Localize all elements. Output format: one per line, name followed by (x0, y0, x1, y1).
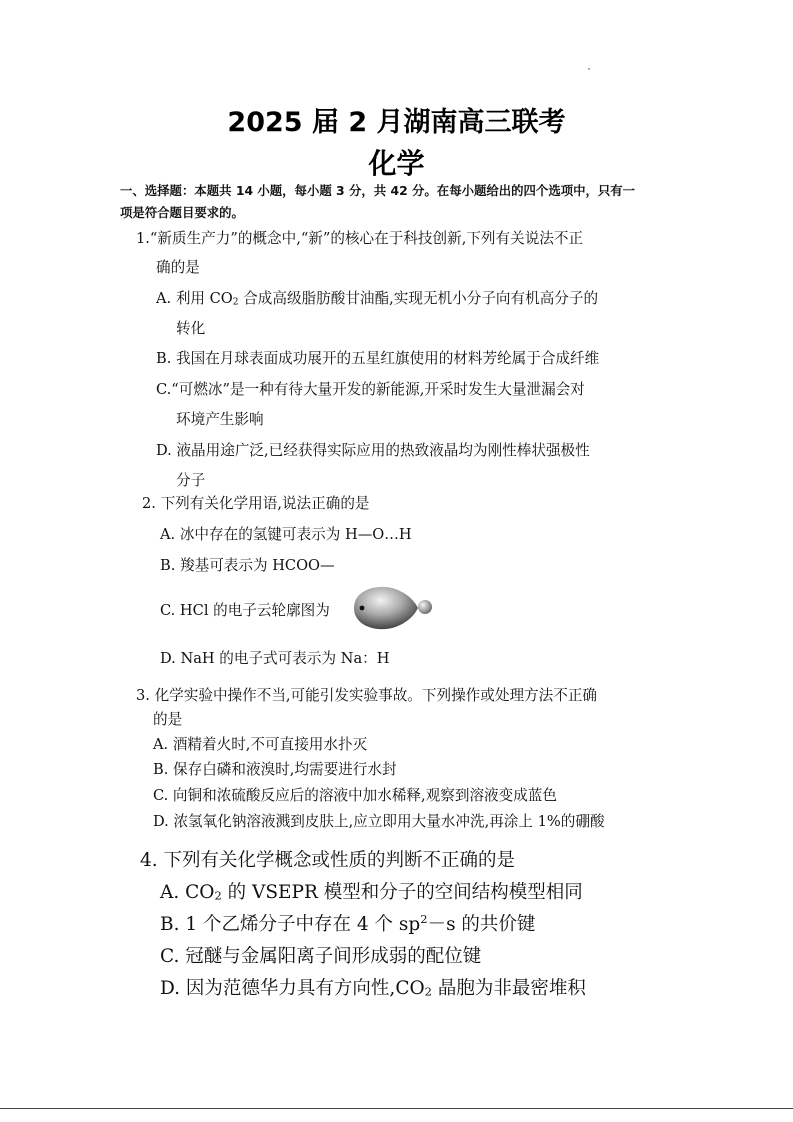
q4-option-b: B. 1 个乙烯分子中存在 4 个 $sp^2-s$ 的共价键 (160, 912, 536, 935)
q1-option-c-line2: 环境产生影响 (176, 411, 264, 428)
q2-stem: 2. 下列有关化学用语,说法正确的是 (142, 495, 370, 512)
q1-option-b: B. 我国在月球表面成功展开的五星红旗使用的材料芳纶属于合成纤维 (156, 350, 600, 367)
q1-option-d-line2: 分子 (176, 472, 206, 489)
q3-option-d: D. 浓氢氧化钠溶液溅到皮肤上,应立即用大量水冲洗,再涂上 1%的硼酸 (153, 813, 605, 830)
q3-option-a: A. 酒精着火时,不可直接用水扑灭 (153, 736, 368, 753)
exam-title: 2025 届 2 月湖南高三联考 (227, 107, 566, 138)
q4-option-a: A. $CO_2$ 的 VSEPR 模型和分子的空间结构模型相同 (160, 882, 583, 903)
q1-option-c-line1: C.“可燃冰”是一种有待大量开发的新能源,开采时发生大量泄漏会对 (156, 381, 585, 398)
section-instructions-line1: 一、选择题：本题共 14 小题，每小题 3 分，共 42 分。在每小题给出的四个选项中，只有一 (120, 183, 636, 198)
q1-option-a-line2: 转化 (176, 320, 206, 337)
q3-stem-line1: 3. 化学实验中操作不当,可能引发实验事故。下列操作或处理方法不正确 (136, 687, 598, 704)
q4-stem: 4. 下列有关化学概念或性质的判断不正确的是 (140, 850, 516, 871)
q3-option-b: B. 保存白磷和液溴时,均需要进行水封 (153, 761, 397, 778)
q2-option-b: B. 羧基可表示为 HCOO— (160, 557, 335, 574)
h-atom-sphere (418, 600, 432, 614)
scan-speck (588, 68, 590, 70)
nucleus-dot (360, 606, 365, 611)
section-instructions-line2: 项是符合题目要求的。 (120, 205, 244, 220)
q4-option-d: D. 因为范德华力具有方向性$,CO_2$ 晶胞为非最密堆积 (160, 978, 586, 999)
q1-stem-line2: 确的是 (156, 259, 200, 276)
q4-option-c: C. 冠醚与金属阳离子间形成弱的配位键 (160, 946, 482, 967)
q1-stem-line1: 1.“新质生产力”的概念中,“新”的核心在于科技创新,下列有关说法不正 (136, 230, 584, 247)
hcl-electron-cloud-diagram (348, 582, 438, 634)
q2-option-d: D. NaH 的电子式可表示为 Na：H (160, 650, 390, 667)
q1-option-d-line1: D. 液晶用途广泛,已经获得实际应用的热致液晶均为刚性棒状强极性 (156, 442, 590, 459)
q2-option-a: A. 冰中存在的氢键可表示为 H—O…H (160, 526, 412, 543)
q3-option-c: C. 向铜和浓硫酸反应后的溶液中加水稀释,观察到溶液变成蓝色 (153, 787, 558, 804)
page-bottom-rule (0, 1108, 793, 1109)
q3-stem-line2: 的是 (153, 711, 183, 728)
q1-option-a: A. 利用 $CO_2$ 合成高级脂肪酸甘油酯,实现无机小分子向有机高分子的 (156, 290, 599, 308)
subject-title: 化学 (368, 147, 425, 180)
q2-option-c: C. HCl 的电子云轮廓图为 (160, 602, 330, 619)
